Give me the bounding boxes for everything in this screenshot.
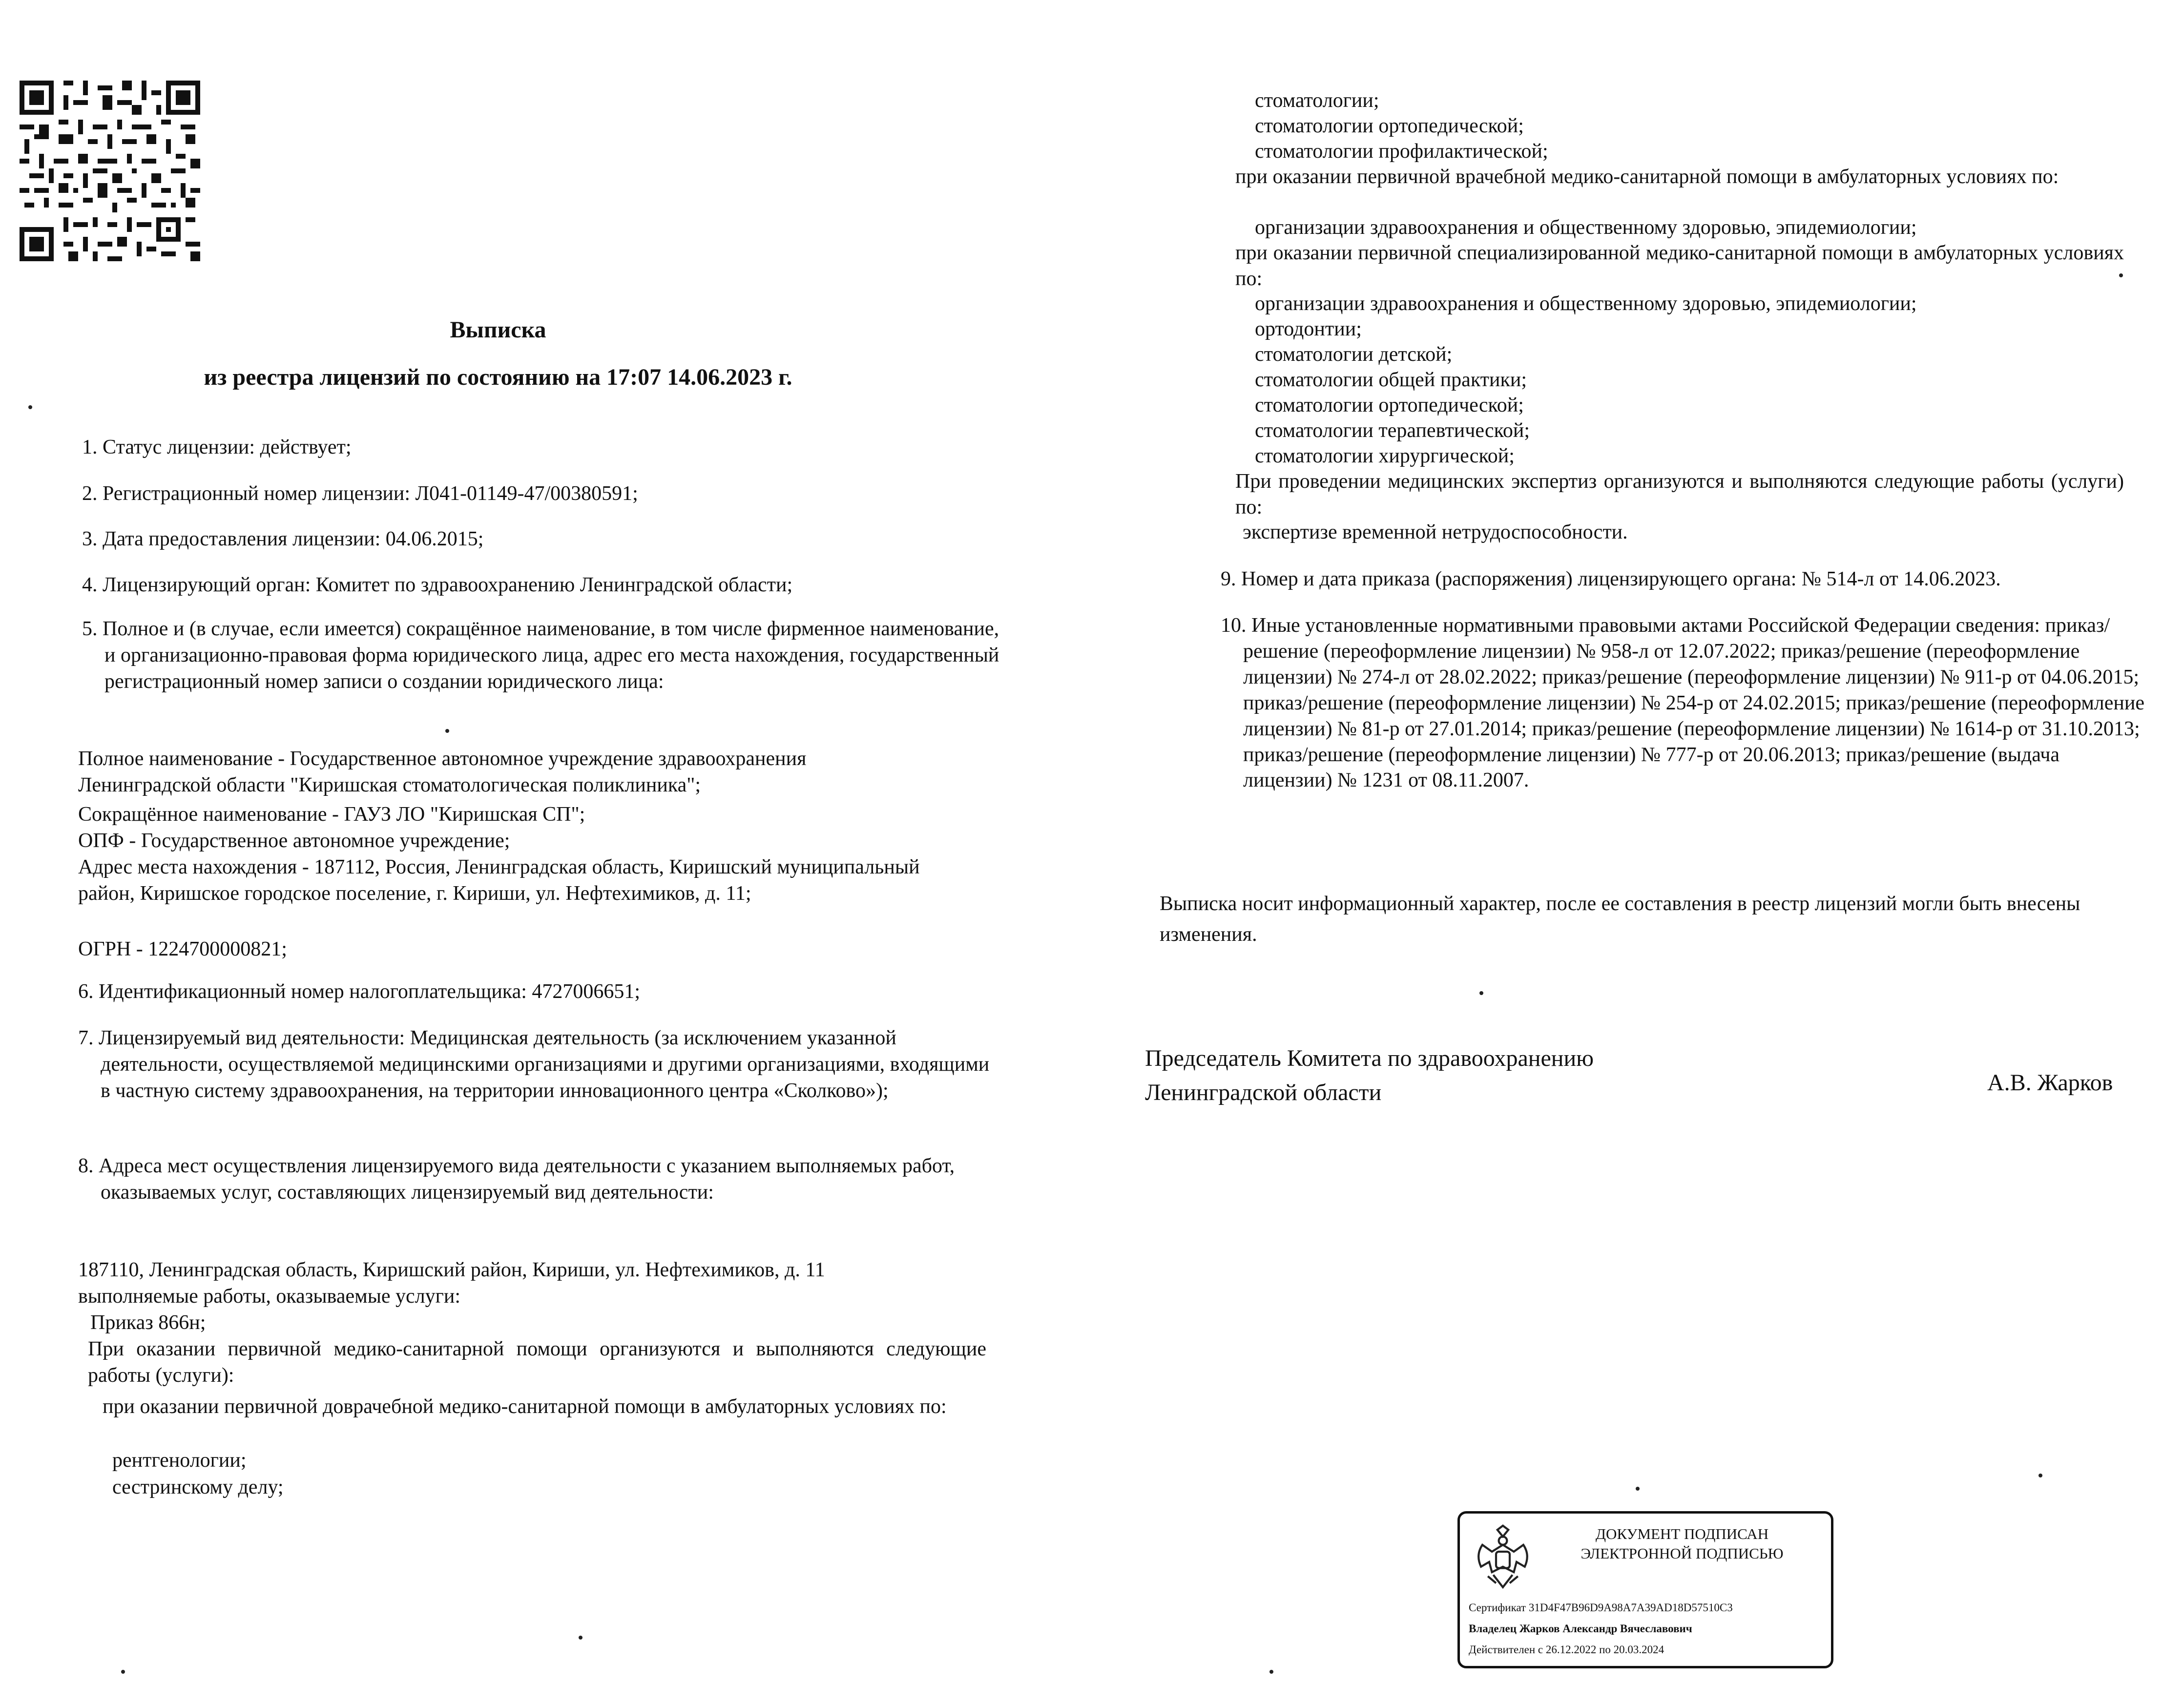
org-address: Адрес места нахождения - 187112, Россия, Ленинградская область, Киришский муниципальный район, Киришское городское поселение, г. Кириши, ул. Нефтехимиков, д. 11; — [78, 856, 920, 905]
stamp-title — [1545, 1524, 1819, 1564]
document-subtitle: из реестра лицензий по состоянию на 17:07 14.06.2023 г. — [204, 364, 792, 390]
org-ogrn: ОГРН - 1224700000821; — [78, 938, 287, 960]
electronic-signature-stamp — [1457, 1511, 1833, 1668]
license-number: 2. Регистрационный номер лицензии: Л041-01149-47/00380591; — [82, 482, 638, 505]
signer-position-line2: Ленинградской области — [1145, 1080, 1382, 1105]
signer-name: А.В. Жарков — [1987, 1070, 2113, 1096]
right-list-9: стоматологии ортопедической; — [1255, 394, 1524, 416]
inn: 6. Идентификационный номер налогоплательщика: 4727006651; — [78, 980, 641, 1003]
right-list-3: стоматологии профилактической; — [1255, 140, 1548, 163]
right-list-1: стоматологии; — [1255, 89, 1379, 112]
right-list-6: ортодонтии; — [1255, 318, 1362, 340]
scan-speck — [121, 1670, 125, 1674]
primary-care: При оказании первичной медико-санитарной помощи организуются и выполняются следующие работы (услуги): — [88, 1338, 986, 1387]
scan-speck — [1269, 1670, 1273, 1674]
qr-code — [20, 81, 200, 261]
expert-works: При проведении медицинских экспертиз организуются и выполняются следующие работы (услуги) по: — [1235, 470, 2124, 519]
signer-position-line1: Председатель Комитета по здравоохранению — [1145, 1045, 1594, 1071]
right-list-2: стоматологии ортопедической; — [1255, 115, 1524, 137]
org-short-name: Сокращённое наименование - ГАУЗ ЛО "Киришская СП"; — [78, 803, 585, 826]
stamp-title-line2: ЭЛЕКТРОННОЙ ПОДПИСЬЮ — [1581, 1545, 1784, 1562]
order-number: 9. Номер и дата приказа (распоряжения) лицензирующего органа: № 514-л от 14.06.2023. — [1221, 568, 2001, 590]
scan-speck — [1636, 1487, 1640, 1491]
stamp-validity: Действителен с 26.12.2022 по 20.03.2024 — [1469, 1643, 1664, 1656]
scan-speck — [28, 405, 32, 409]
right-list-5: организации здравоохранения и общественному здоровью, эпидемиологии; — [1255, 292, 1917, 315]
org-opf: ОПФ - Государственное автономное учреждение; — [78, 830, 510, 852]
activity-places: 8. Адреса мест осуществления лицензируемого вида деятельности с указанием выполняемых работ, оказываемых услуг, составляющих лицензируемый вид деятельности: — [78, 1155, 955, 1204]
right-list-7: стоматологии детской; — [1255, 343, 1453, 366]
license-status: 1. Статус лицензии: действует; — [82, 436, 352, 458]
doctor-care: при оказании первичной врачебной медико-санитарной помощи в амбулаторных условиях по: — [1235, 166, 2059, 188]
works-label: выполняемые работы, оказываемые услуги: — [78, 1285, 461, 1308]
item-5-text: 5. Полное и (в случае, если имеется) сокращённое наименование, в том числе фирменное наименование, и организационно-правовая форма юридического лица, адрес его места нахождения, государственный регистрационный номер записи о создании юридического лица: — [82, 618, 999, 693]
right-list-11: стоматологии хирургической; — [1255, 445, 1515, 467]
informational-note: Выписка носит информационный характер, после ее составления в реестр лицензий могли быть внесены изменения. — [1160, 893, 2080, 946]
document-title: Выписка — [450, 317, 546, 343]
order-866n: Приказ 866н; — [90, 1311, 206, 1334]
stamp-title-line1: ДОКУМЕНТ ПОДПИСАН — [1595, 1525, 1769, 1542]
activity-type: 7. Лицензируемый вид деятельности: Медицинская деятельность (за исключением указанной деятельности, осуществляемой медицинскими организациями и другими организациями, входящими в частную систему здравоохранения, на территории инновационного центра «Сколково»); — [78, 1027, 990, 1102]
other-info: 10. Иные установленные нормативными правовыми актами Российской Федерации сведения: приказ/решение (переоформление лицензии) № 958-л от 12.07.2022; приказ/решение (переоформление лицензии) № 274-л от 28.02.2022; приказ/решение (переоформление лицензии) № 911-р от 04.06.2015; приказ/решение (переоформление лицензии) № 254-р от 24.02.2015; приказ/решение (переоформление лицензии) № 81-р от 27.01.2014; приказ/решение (переоформление лицензии) № 1614-р от 31.10.2013; приказ/решение (переоформление лицензии) № 777-р от 20.06.2013; приказ/решение (выдача лицензии) № 1231 от 08.11.2007. — [1221, 614, 2144, 792]
license-date: 3. Дата предоставления лицензии: 04.06.2015; — [82, 528, 484, 550]
radiology: рентгенологии; — [112, 1449, 247, 1472]
right-list-4: организации здравоохранения и общественному здоровью, эпидемиологии; — [1255, 216, 1917, 239]
org-full-name: Полное наименование - Государственное автономное учреждение здравоохранения Ленинградской области "Киришская стоматологическая поликлиника"; — [78, 748, 807, 796]
special-care: при оказании первичной специализированной медико-санитарной помощи в амбулаторных условиях по: — [1235, 242, 2124, 290]
stamp-owner: Владелец Жарков Александр Вячеславович — [1469, 1622, 1692, 1635]
right-list-10: стоматологии терапевтической; — [1255, 419, 1530, 442]
prehospital-care: при оказании первичной доврачебной медико-санитарной помощи в амбулаторных условиях по: — [103, 1395, 947, 1418]
right-list-12: экспертизе временной нетрудоспособности. — [1243, 521, 1628, 543]
right-list-8: стоматологии общей практики; — [1255, 369, 1527, 391]
licensing-authority: 4. Лицензирующий орган: Комитет по здравоохранению Ленинградской области; — [82, 574, 793, 596]
coat-of-arms-icon — [1469, 1524, 1537, 1593]
place-address: 187110, Ленинградская область, Киришский район, Кириши, ул. Нефтехимиков, д. 11 — [78, 1259, 825, 1281]
nursing: сестринскому делу; — [112, 1476, 284, 1498]
scan-speck — [445, 729, 449, 733]
scan-speck — [1479, 991, 1483, 995]
scan-speck — [2119, 273, 2123, 277]
scan-speck — [2038, 1474, 2042, 1477]
scan-speck — [579, 1636, 582, 1640]
stamp-certificate: Сертификат 31D4F47B96D9A98A7A39AD18D57510C3 — [1469, 1601, 1733, 1614]
